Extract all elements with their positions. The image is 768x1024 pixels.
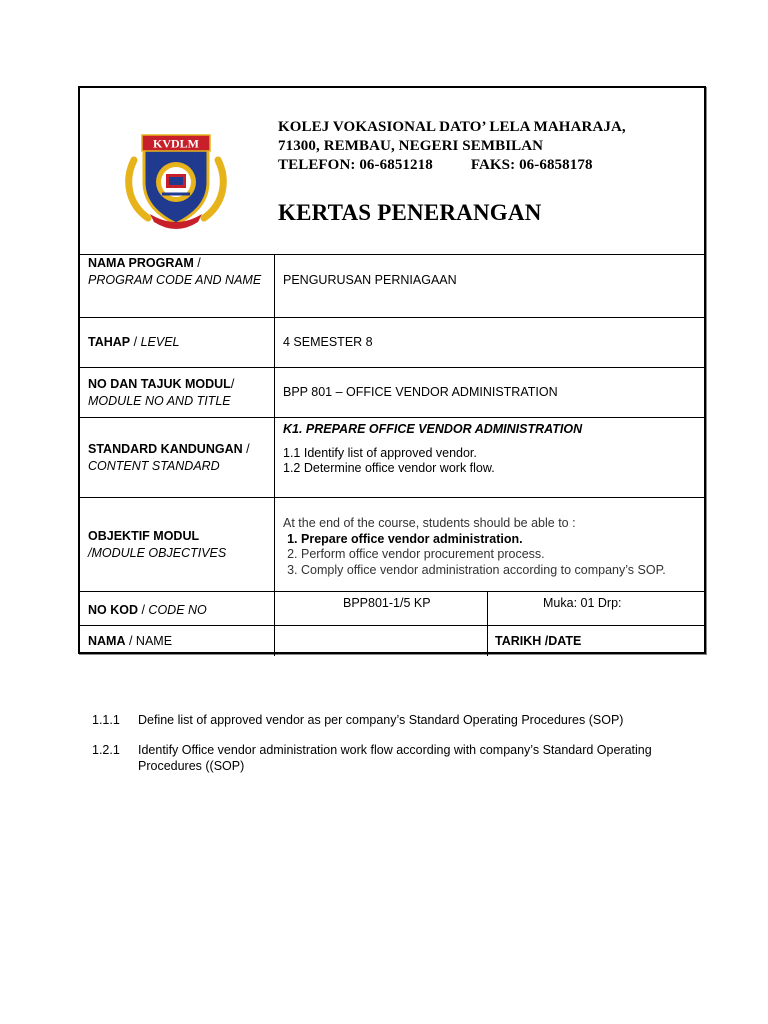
- school-fax: FAKS: 06-6858178: [470, 157, 593, 173]
- module-value: [275, 368, 704, 417]
- module-label: [80, 368, 275, 417]
- standard-value: [275, 418, 704, 497]
- module-value-text: BPP 801 – OFFICE VENDOR ADMINISTRATION: [283, 385, 558, 399]
- college-crest-logo: [120, 132, 232, 230]
- level-label: [80, 318, 275, 367]
- logo-text: KVDLM: [153, 136, 199, 151]
- code-label-sep: /: [138, 603, 149, 617]
- standard-label-italic: CONTENT STANDARD: [88, 458, 220, 473]
- row-program: [80, 254, 704, 318]
- note-item: [92, 712, 692, 728]
- code-label: [80, 592, 275, 625]
- note-number: 1.1.1: [92, 713, 120, 727]
- objectives-label: [80, 498, 275, 591]
- code-value: BPP801-1/5 KP: [343, 596, 431, 610]
- school-contact: [278, 156, 626, 175]
- note-text: Define list of approved vendor as per company’s Standard Operating Procedures (SOP): [138, 713, 624, 727]
- name-label-sep: /: [125, 633, 136, 648]
- program-label: [80, 254, 275, 317]
- row-name: [80, 626, 704, 656]
- school-address: 71300, REMBAU, NEGERI SEMBILAN: [278, 138, 544, 154]
- objective-item: 2. Perform office vendor procurement process.: [301, 547, 696, 563]
- document-title: KERTAS PENERANGAN: [278, 200, 542, 225]
- code-label-bold: NO KOD: [88, 603, 138, 617]
- row-level: [80, 318, 704, 368]
- objectives-intro: At the end of the course, students should be able to :: [283, 516, 576, 530]
- standard-item: 1.2 Determine office vendor work flow.: [283, 461, 495, 475]
- name-label-plain: NAME: [135, 633, 173, 648]
- note-item: [92, 742, 678, 774]
- note-number: 1.2.1: [92, 743, 120, 757]
- level-label-italic: LEVEL: [140, 335, 180, 349]
- code-value-cell: [275, 592, 488, 625]
- school-phone: TELEFON: 06-6851218: [278, 157, 433, 173]
- standard-label-bold: STANDARD KANDUNGAN: [88, 441, 243, 456]
- date-cell: [487, 626, 704, 656]
- name-label: [80, 626, 275, 656]
- school-info: [278, 118, 626, 175]
- row-module-objectives: [80, 498, 704, 592]
- module-label-italic: MODULE NO AND TITLE: [88, 393, 231, 408]
- standard-label-sep: /: [242, 441, 250, 456]
- program-label-italic: PROGRAM CODE AND NAME: [88, 273, 262, 287]
- standard-heading: K1. PREPARE OFFICE VENDOR ADMINISTRATION: [283, 422, 583, 436]
- level-label-sep: /: [130, 335, 141, 349]
- notes-list: [92, 712, 692, 788]
- program-label-bold: NAMA PROGRAM: [88, 256, 194, 270]
- date-label: TARIKH /DATE: [495, 633, 582, 648]
- school-name: KOLEJ VOKASIONAL DATO’ LELA MAHARAJA,: [278, 119, 626, 135]
- objectives-list: [283, 532, 696, 579]
- code-label-italic: CODE NO: [148, 603, 207, 617]
- row-code: [80, 592, 704, 626]
- page-count: Muka: 01 Drp:: [543, 596, 622, 610]
- row-module: [80, 368, 704, 418]
- standard-label: [80, 418, 275, 497]
- module-label-bold: NO DAN TAJUK MODUL: [88, 376, 231, 391]
- name-value-cell: [275, 626, 488, 656]
- objectives-label-italic: /MODULE OBJECTIVES: [88, 545, 227, 560]
- program-label-sep: /: [193, 256, 201, 270]
- info-sheet-table: [78, 86, 706, 654]
- name-label-bold: NAMA: [88, 633, 126, 648]
- objectives-label-bold: OBJEKTIF MODUL: [88, 528, 200, 543]
- objective-item: 3. Comply office vendor administration according to company’s SOP.: [301, 563, 681, 579]
- module-label-sep: /: [230, 376, 235, 391]
- program-value: PENGURUSAN PERNIAGAAN: [283, 273, 457, 287]
- level-label-bold: TAHAP: [88, 335, 131, 349]
- level-value: [275, 318, 704, 367]
- objective-item: 1. Prepare office vendor administration.: [301, 532, 696, 548]
- level-value-text: 4 SEMESTER 8: [283, 335, 373, 349]
- note-text: Identify Office vendor administration work flow according with company’s Standard Operating Procedures ((SOP): [138, 743, 652, 773]
- objectives-value: [275, 498, 704, 591]
- document-header: [80, 88, 704, 255]
- row-content-standard: [80, 418, 704, 498]
- standard-item: 1.1 Identify list of approved vendor.: [283, 446, 477, 460]
